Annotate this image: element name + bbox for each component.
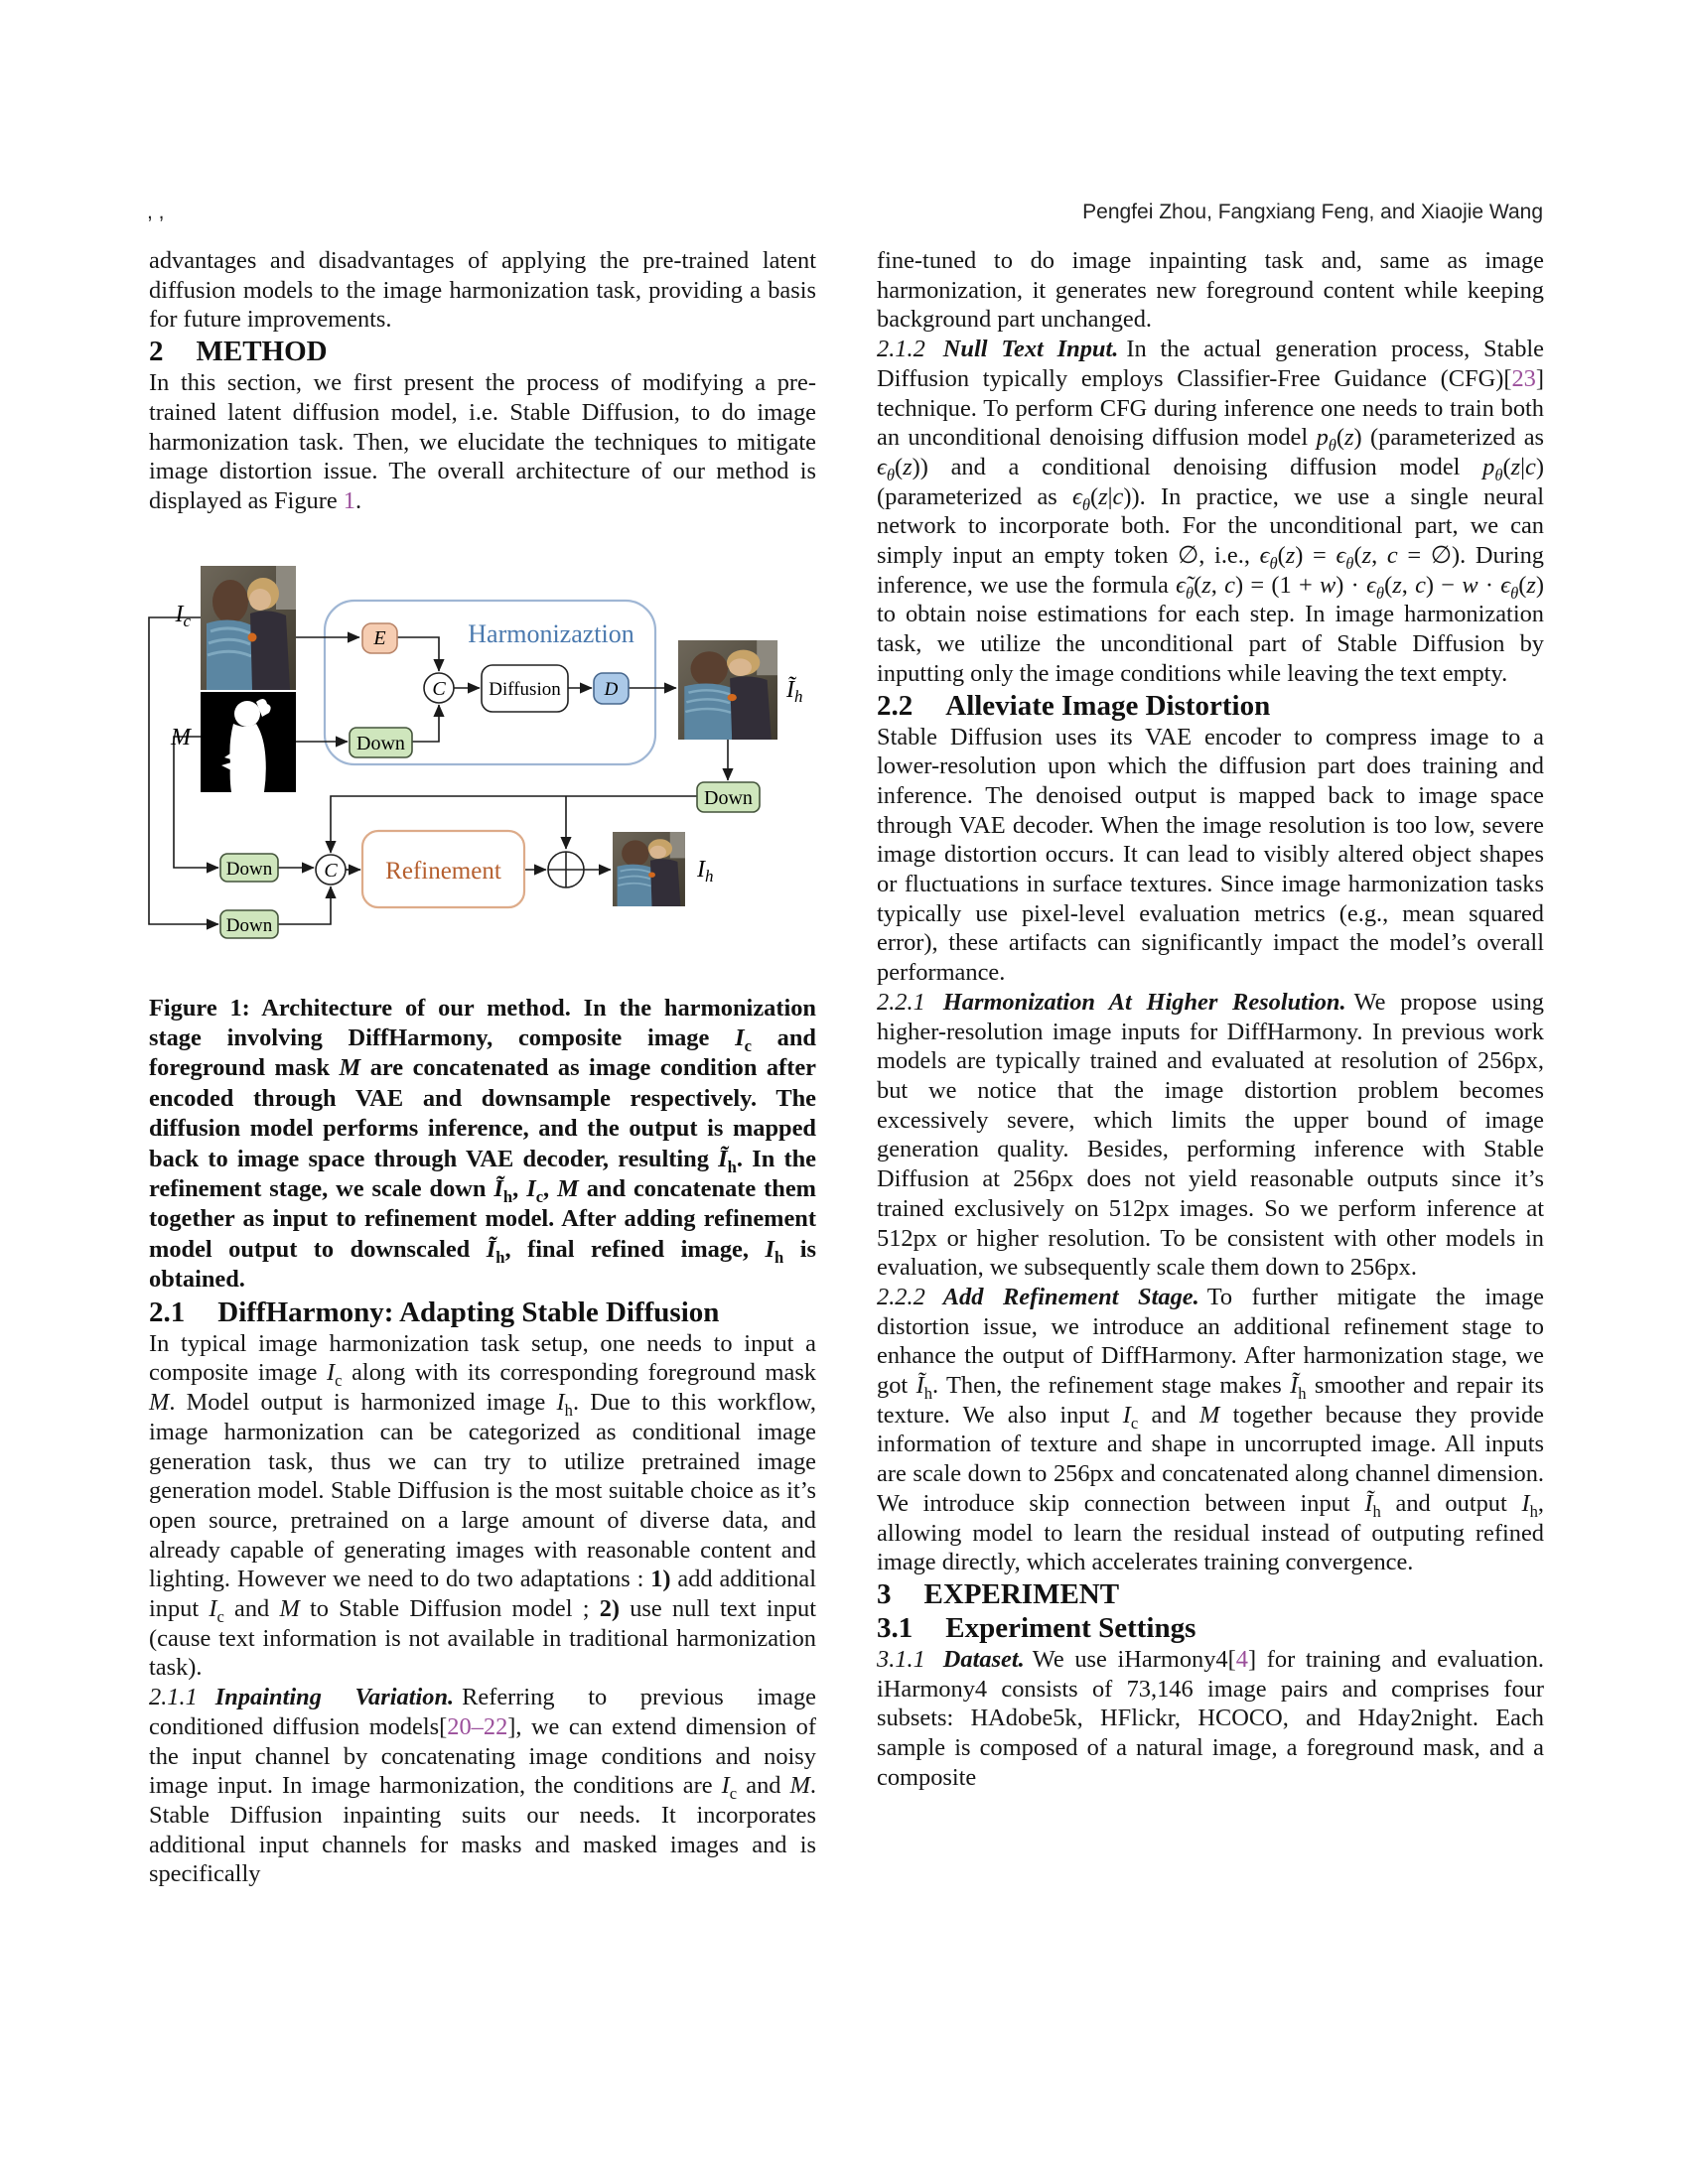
section-heading-method — [149, 335, 816, 368]
paragraph-2-2-1 — [877, 988, 1544, 1283]
subsubsection-text: We use iHarmony4[4] for training and evaluation. iHarmony4 consists of 73,146 image pairs and comprises four subsets: HAdobe5k, HFlickr, HCOCO, and Hday2night. Each sample is composed of a natural image, a foreground mask, and a composite — [877, 1645, 1544, 1791]
section-title: Experiment Settings — [945, 1611, 1196, 1644]
continuation-paragraph: fine-tuned to do image inpainting task and, same as image harmonization, it generates new foreground content while keeping background part unchanged. — [877, 247, 1544, 334]
section-heading-2-1 — [149, 1296, 816, 1329]
section-number: 2 — [149, 336, 164, 368]
paragraph-2-1: In typical image harmonization task setup, one needs to input a composite image $I_c$ along with its corresponding foreground mask M. Model output is harmonized image $I_h$. Due to this workflow, image harmonization can be categorized as conditional image generation task, thus we can try to utilize pretrained image generation model. Stable Diffusion is the most suitable choice as it’s open source, pretrained on a large amount of diverse data, and already capable of generating images with reasonable content and lighting. However we need to do two adaptations : 1) add additional input $I_c$ and M to Stable Diffusion model ; 2) use null text input (cause text information is not available in traditional harmonization task). — [149, 1329, 817, 1682]
subsubsection-text: We propose using higher-resolution image inputs for DiffHarmony. In previous work models are typically trained and evaluated at resolution of 256px, but we notice that the image distortion problem becomes excessively severe, which limits the upper bound of image generation quality. Besides, performing inference with Stable Diffusion at 256px does not yield reasonable outputs since it’s trained exclusively on 512px images. So we perform inference at 512px or higher resolution. To be consistent with other models in evaluation, we subsequently scale them down to 256px. — [877, 988, 1544, 1282]
section-number: 2.1 — [149, 1296, 186, 1328]
header-left-text: , , — [147, 201, 165, 223]
subsubsection-title: Harmonization At Higher Resolution. — [942, 988, 1346, 1016]
section-heading-3 — [877, 1577, 1544, 1611]
section-title: DiffHarmony: Adapting Stable Diffusion — [217, 1296, 720, 1328]
add-node — [548, 852, 584, 887]
section-number: 2.2 — [877, 689, 914, 722]
citation-link[interactable]: 4 — [1235, 1645, 1248, 1673]
downsample-label-b: Down — [225, 914, 273, 936]
mask-image — [201, 692, 296, 792]
subsubsection-text: Referring to previous image conditioned diffusion models[20–22], we can extend dimension of the input channel by concatenating image conditions and noisy image input. In image harmonization, the conditions are $I_c$ and M. Stable Diffusion inpainting suits our needs. It incorporates additional input channels for masks and masked images and is specifically — [149, 1684, 817, 1888]
running-header — [147, 201, 1543, 224]
figure-1-diagram — [139, 546, 824, 968]
subsubsection-number: 2.2.1 — [877, 988, 925, 1016]
intro-paragraph: advantages and disadvantages of applying the pre-trained latent diffusion models to the image harmonization task, providing a basis for future improvements. — [149, 247, 816, 334]
citation-link[interactable]: 1 — [343, 486, 355, 514]
concat-label-2: C — [324, 859, 338, 882]
subsubsection-number: 3.1.1 — [877, 1645, 925, 1673]
harmonized-image-label: $Ĩ_h$ — [786, 676, 803, 706]
section-heading-3-1 — [877, 1611, 1544, 1645]
harmonization-stage-label: Harmonizaztion — [468, 618, 634, 648]
subsubsection-number: 2.1.1 — [149, 1684, 198, 1711]
section-title: Alleviate Image Distortion — [945, 689, 1271, 722]
subsubsection-text: In the actual generation process, Stable Diffusion typically employs Classifier-Free Guidance (CFG)[23] technique. To perform CFG during inference one needs to train both an unconditional denoising diffusion model $p_\theta(z)$ (parameterized as $\epsilon_\theta(z)$) and a conditional denoising diffusion model $p_\theta(z|c)$ (parameterized as $\epsilon_\theta(z|c)$). In practice, we use a single neural network to incorporate both. For the unconditional part, we can simply input an empty token ∅, i.e., $\epsilon_\theta(z) = \epsilon_\theta(z$, c = ∅). During inference, we use the formula $\epsiloñ_\theta(z$, $c) = (1 + w) \cdot \epsilon_\theta(z$, $c) - w \cdot \epsilon_\theta(z)$ to obtain noise estimations for each step. In image harmonization task, we utilize the unconditional part of Stable Diffusion by inputting only the image conditions while leaving the text empty. — [877, 336, 1545, 687]
left-column — [149, 246, 816, 1889]
section-title: METHOD — [196, 336, 328, 368]
downsample-label-mask: Down — [356, 732, 405, 754]
header-authors: Pengfei Zhou, Fangxiang Feng, and Xiaojie Wang — [1082, 201, 1543, 223]
method-paragraph: In this section, we first present the process of modifying a pre-trained latent diffusion model, i.e. Stable Diffusion, to do image harmonization task. Then, we elucidate the techniques to mitigate image distortion issue. The overall architecture of our method is displayed as Figure 1. — [149, 369, 816, 514]
paragraph-2-1-2 — [877, 335, 1544, 688]
right-column — [877, 246, 1544, 1792]
refined-image-label: $I_h$ — [697, 856, 714, 886]
refined-image — [613, 832, 685, 906]
section-number: 3 — [877, 1577, 892, 1610]
paragraph-2-2-2 — [877, 1283, 1544, 1577]
paragraph-3-1-1 — [877, 1645, 1544, 1793]
composite-image-label: $I_c$ — [175, 601, 191, 630]
section-number: 3.1 — [877, 1611, 914, 1644]
subsubsection-title: Null Text Input. — [942, 336, 1119, 363]
subsubsection-title: Dataset. — [942, 1645, 1025, 1673]
paragraph-2-1-1 — [149, 1683, 816, 1889]
paragraph-2-2: Stable Diffusion uses its VAE encoder to compress image to a lower-resolution upon which the diffusion part does training and inference. The denoised output is mapped back to image space through VAE decoder. When the image resolution is too low, severe image distortion occurs. It can lead to visibly altered object shapes or fluctuations in surface textures. Since image harmonization tasks typically use pixel-level evaluation metrics (e.g., mean squared error), these artifacts can significantly impact the model’s overall performance. — [877, 723, 1544, 987]
subsubsection-text: To further mitigate the image distortion issue, we introduce an additional refinement stage to enhance the output of DiffHarmony. After harmonization stage, we got $Ĩ_h$. Then, the refinement stage makes $Ĩ_h$ smoother and repair its texture. We also input $I_c$ and M together because they provide information of texture and shape in uncorrupted image. All inputs are scale down to 256px and concatenated along channel dimension. We introduce skip connection between input $Ĩ_h$ and output $I_h$, allowing model to learn the residual instead of outputing refined image directly, which accelerates training convergence. — [877, 1283, 1545, 1576]
architecture-figure — [139, 546, 824, 968]
concat-label-1: C — [432, 677, 446, 700]
figure-1-caption: Figure 1: Architecture of our method. In the harmonization stage involving DiffHarmony, composite image $I_c$ and foreground mask M are concatenated as image condition after encoded through VAE and downsample respectively. The diffusion model performs inference, and the output is mapped back to image space through VAE decoder, resulting $Ĩ_h$. In the refinement stage, we scale down $Ĩ_h$, $I_c$, M and concatenate them together as input to refinement model. After adding refinement model output to downscaled $Ĩ_h$, final refined image, $I_h$ is obtained. — [149, 994, 817, 1294]
downsample-label-output: Down — [704, 786, 753, 809]
diffusion-label: Diffusion — [489, 678, 561, 700]
subsubsection-title: Inpainting Variation. — [214, 1684, 455, 1711]
harmonized-image — [678, 640, 777, 740]
section-title: EXPERIMENT — [923, 1577, 1120, 1610]
vae-encoder-label: E — [373, 626, 386, 649]
citation-link[interactable]: 23 — [1511, 364, 1536, 392]
vae-decoder-label: D — [604, 678, 619, 700]
citation-link[interactable]: 20–22 — [447, 1712, 508, 1740]
refinement-label: Refinement — [385, 857, 501, 885]
section-heading-2-2 — [877, 689, 1544, 723]
mask-label: M — [171, 724, 191, 751]
subsubsection-title: Add Refinement Stage. — [942, 1283, 1199, 1310]
composite-image — [201, 566, 296, 690]
subsubsection-number: 2.2.2 — [877, 1283, 925, 1310]
downsample-label-a: Down — [225, 858, 273, 880]
subsubsection-number: 2.1.2 — [877, 336, 925, 363]
